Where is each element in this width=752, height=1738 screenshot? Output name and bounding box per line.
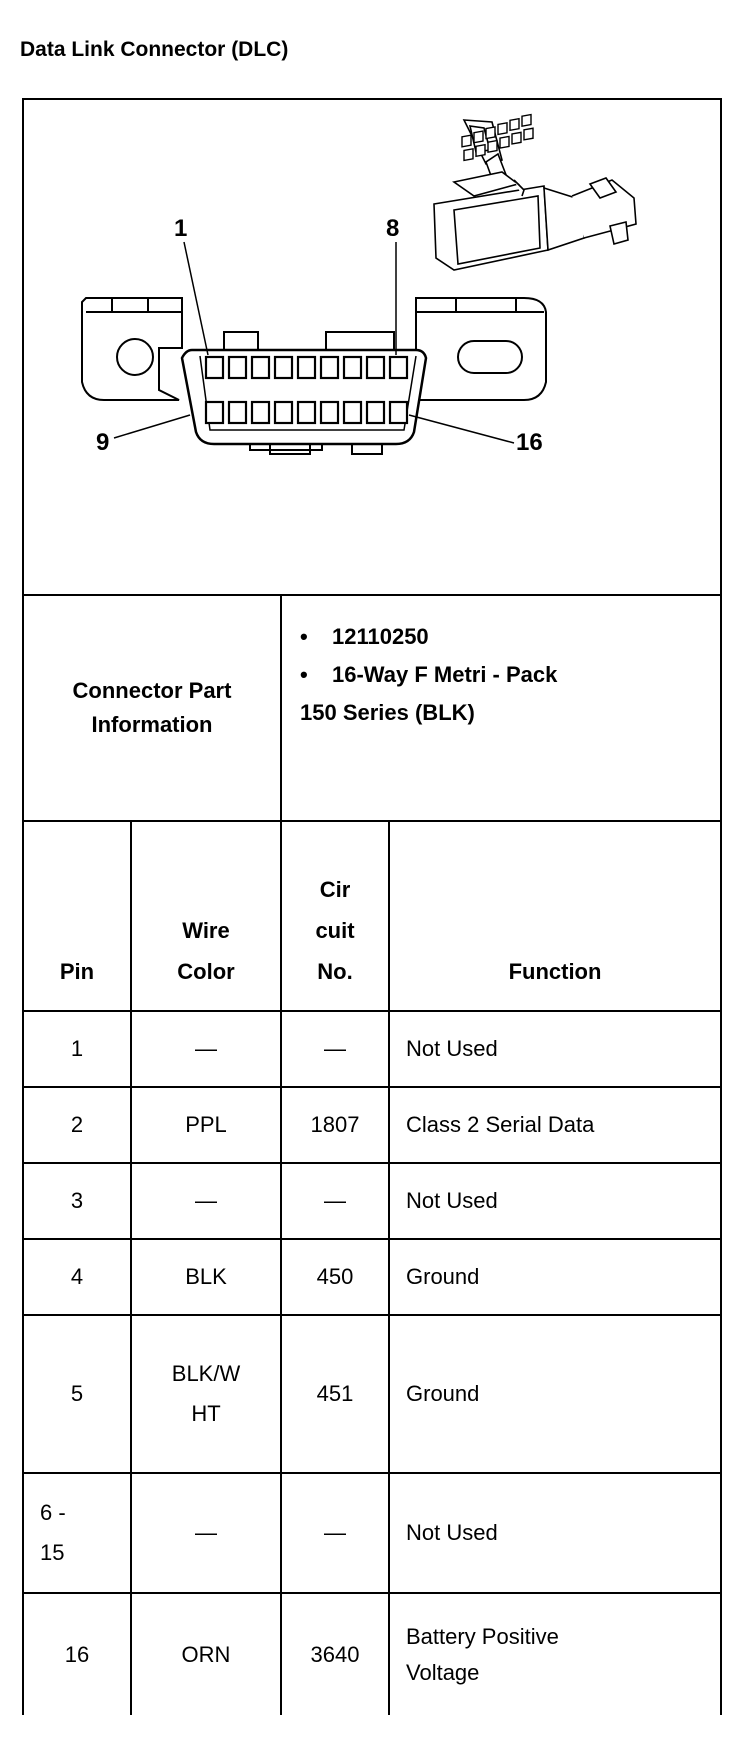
circuit-cell: 450 [281, 1239, 389, 1315]
circuit-cell: 3640 [281, 1593, 389, 1715]
connector-part-info [281, 595, 721, 821]
function-cell: Class 2 Serial Data [389, 1087, 721, 1163]
pin-cell: 2 [23, 1087, 131, 1163]
header-function: Function [389, 821, 721, 1011]
pin-cell: 6 - 15 [23, 1473, 131, 1593]
circuit-cell: 451 [281, 1315, 389, 1473]
circuit-cell: 1807 [281, 1087, 389, 1163]
table-row [23, 1011, 721, 1087]
function-cell: Not Used [389, 1473, 721, 1593]
function-cell: Battery Positive Voltage [389, 1593, 721, 1715]
function-cell: Ground [389, 1315, 721, 1473]
part-info-item: • 16-Way F Metri - Pack [300, 662, 558, 687]
pin-8-callout: 8 [386, 215, 400, 242]
wire-color-cell: PPL [131, 1087, 281, 1163]
header-circuit-no: Cir cuit No. [281, 821, 389, 1011]
table-row [23, 1087, 721, 1163]
table-row [23, 1163, 721, 1239]
dlc-connector-drawing [24, 100, 718, 594]
circuit-cell: — [281, 1473, 389, 1593]
pin-cell: 1 [23, 1011, 131, 1087]
wire-color-cell: BLK/W HT [131, 1315, 281, 1473]
table-row [23, 1315, 721, 1473]
wire-color-cell: BLK [131, 1239, 281, 1315]
wire-color-cell: ORN [131, 1593, 281, 1715]
pin-9-callout: 9 [96, 429, 110, 456]
function-cell: Ground [389, 1239, 721, 1315]
pin-cell: 16 [23, 1593, 131, 1715]
pin-16-callout: 16 [516, 429, 543, 456]
wire-color-cell: — [131, 1163, 281, 1239]
connector-diagram [23, 99, 721, 595]
pin-1-callout: 1 [174, 215, 188, 242]
connector-table [22, 98, 720, 1738]
function-cell: Not Used [389, 1011, 721, 1087]
header-pin: Pin [23, 821, 131, 1011]
circuit-cell: — [281, 1011, 389, 1087]
wire-color-cell: — [131, 1011, 281, 1087]
circuit-cell: — [281, 1163, 389, 1239]
pin-cell: 4 [23, 1239, 131, 1315]
wire-color-cell: — [131, 1473, 281, 1593]
table-header-row [23, 821, 721, 1011]
table-row [23, 1473, 721, 1593]
table-row [23, 1593, 721, 1715]
table-row [23, 1239, 721, 1315]
pin-cell: 5 [23, 1315, 131, 1473]
pin-cell: 3 [23, 1163, 131, 1239]
function-cell: Not Used [389, 1163, 721, 1239]
part-info-item: • 12110250 [300, 624, 429, 649]
page-title: Data Link Connector (DLC) [20, 38, 289, 61]
header-wire-color: Wire Color [131, 821, 281, 1011]
part-info-item-continued: 150 Series (BLK) [300, 700, 475, 725]
connector-part-label: Connector Part Information [23, 595, 281, 821]
